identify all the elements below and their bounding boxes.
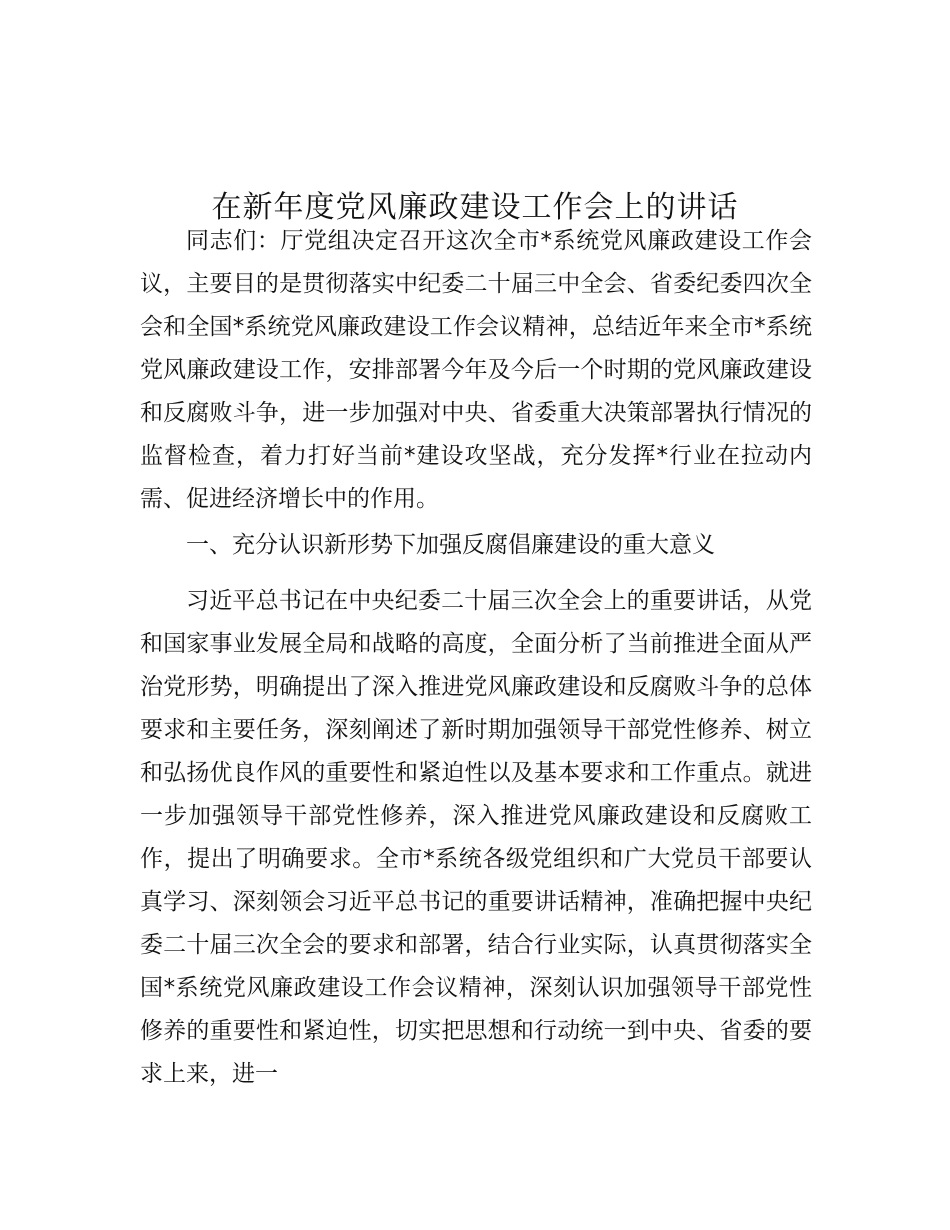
section-paragraph: 习近平总书记在中央纪委二十届三次全会上的重要讲话，从党和国家事业发展全局和战略的高度，全面分析了当前推进全面从严治党形势，明确提出了深入推进党风廉政建设和反腐败斗争的总体要求和主要任务，深刻阐述了新时期加强领导干部党性修养、树立和弘扬优良作风的重要性和紧迫性以及基本要求和工作重点。就进一步加强领导干部党性修养，深入推进党风廉政建设和反腐败工作，提出了明确要求。全市*系统各级党组织和广大党员干部要认真学习、深刻领会习近平总书记的重要讲话精神，准确把握中央纪委二十届三次全会的要求和部署，结合行业实际，认真贯彻落实全国*系统党风廉政建设工作会议精神，深刻认识加强领导干部党性修养的重要性和紧迫性，切实把思想和行动统一到中央、省委的要求上来，进一 xyxy=(140,588,812,1087)
intro-paragraph: 同志们：厅党组决定召开这次全市*系统党风廉政建设工作会议，主要目的是贯彻落实中纪委二十届三中全会、省委纪委四次全会和全国*系统党风廉政建设工作会议精神，总结近年来全市*系统党风廉政建设工作，安排部署今年及今后一个时期的党风廉政建设和反腐败斗争，进一步加强对中央、省委重大决策部署执行情况的监督检查，着力打好当前*建设攻坚战，充分发挥*行业在拉动内需、促进经济增长中的作用。 xyxy=(140,228,812,512)
document-title: 在新年度党风廉政建设工作会上的讲话 xyxy=(211,190,739,226)
document-body xyxy=(140,220,812,1096)
section-heading: 一、充分认识新形势下加强反腐倡廉建设的重大意义 xyxy=(186,532,715,558)
